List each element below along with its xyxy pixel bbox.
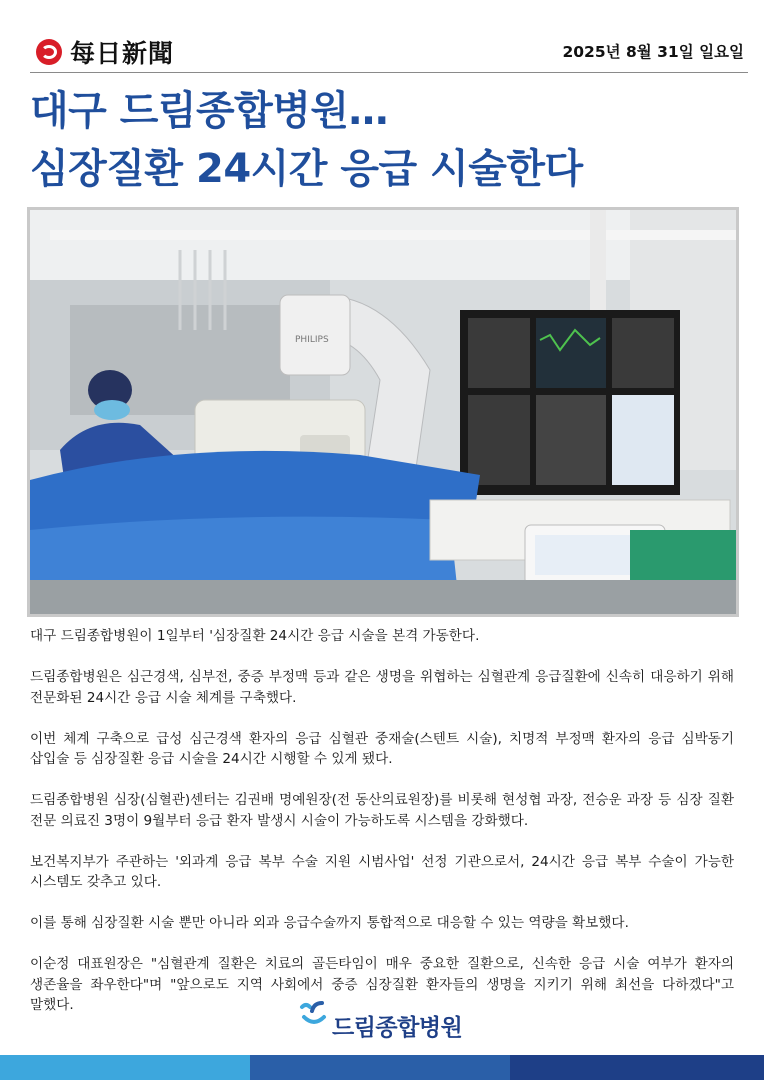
- publication-date: 2025년 8월 31일 일요일: [562, 43, 744, 61]
- paragraph-2: 드림종합병원은 심근경색, 심부전, 중증 부정맥 등과 같은 생명을 위협하는 심혈관계 응급질환에 신속히 대응하기 위해 전문화된 24시간 응급 시술 체계를 구축했다.: [30, 669, 734, 706]
- newspaper-logo[interactable]: [36, 34, 174, 70]
- paragraph-6: 이를 통해 심장질환 시술 뿐만 아니라 외과 응급수술까지 통합적으로 대응할 수 있는 역량을 확보했다.: [30, 915, 629, 931]
- footer-color-bar: [0, 1055, 764, 1080]
- article-body: [30, 626, 734, 1036]
- headline: [30, 82, 750, 198]
- hospital-name: 드림종합병원: [332, 1014, 463, 1041]
- paragraph-1: 대구 드림종합병원이 1일부터 '심장질환 24시간 응급 시술을 본격 가동한다.: [30, 628, 480, 644]
- newspaper-name: 每日新聞: [70, 39, 175, 68]
- newspaper-emblem-icon: [36, 39, 62, 65]
- footer-bar-segment-3: [510, 1055, 764, 1080]
- paragraph-5: 보건복지부가 주관하는 '외과계 응급 복부 수술 지원 시범사업' 선정 기관으로서, 24시간 응급 복부 수술이 가능한 시스템도 갖추고 있다.: [30, 853, 734, 890]
- paragraph-3: 이번 체계 구축으로 급성 심근경색 환자의 응급 심혈관 중재술(스텐트 시술), 치명적 부정맥 환자의 응급 심박동기 삽입술 등 심장질환 응급 시술을 24시간 시행할 수 있게 됐다.: [30, 730, 734, 767]
- philips-label: PHILIPS: [295, 335, 329, 345]
- headline-line-1: 대구 드림종합병원…: [30, 88, 389, 134]
- paragraph-4: 드림종합병원 심장(심혈관)센터는 김권배 명예원장(전 동산의료원장)를 비롯해 현성협 과장, 전승운 과장 등 심장 질환 전문 의료진 3명이 9월부터 응급 환자 발생시 시술이 가능하도록 시스템을 강화했다.: [30, 792, 734, 829]
- cath-lab-photo: [30, 210, 736, 614]
- masthead: [30, 28, 748, 73]
- hospital-logo: [296, 994, 462, 1044]
- footer-bar-segment-1: [0, 1055, 250, 1080]
- paragraph-7: 이순정 대표원장은 "심혈관계 질환은 치료의 골든타임이 매우 중요한 질환으로, 신속한 응급 시술 여부가 환자의 생존율을 좌우한다"며 "앞으로도 지역 사회에서 중증 심장질환 환자들의 생명을 지키기 위해 최선을 다하겠다"고 말했다.: [30, 956, 734, 1013]
- footer-bar-segment-2: [250, 1055, 510, 1080]
- article-photo: [27, 207, 739, 617]
- hospital-logo-icon: [296, 999, 328, 1039]
- headline-line-2: 심장질환 24시간 응급 시술한다: [30, 146, 583, 192]
